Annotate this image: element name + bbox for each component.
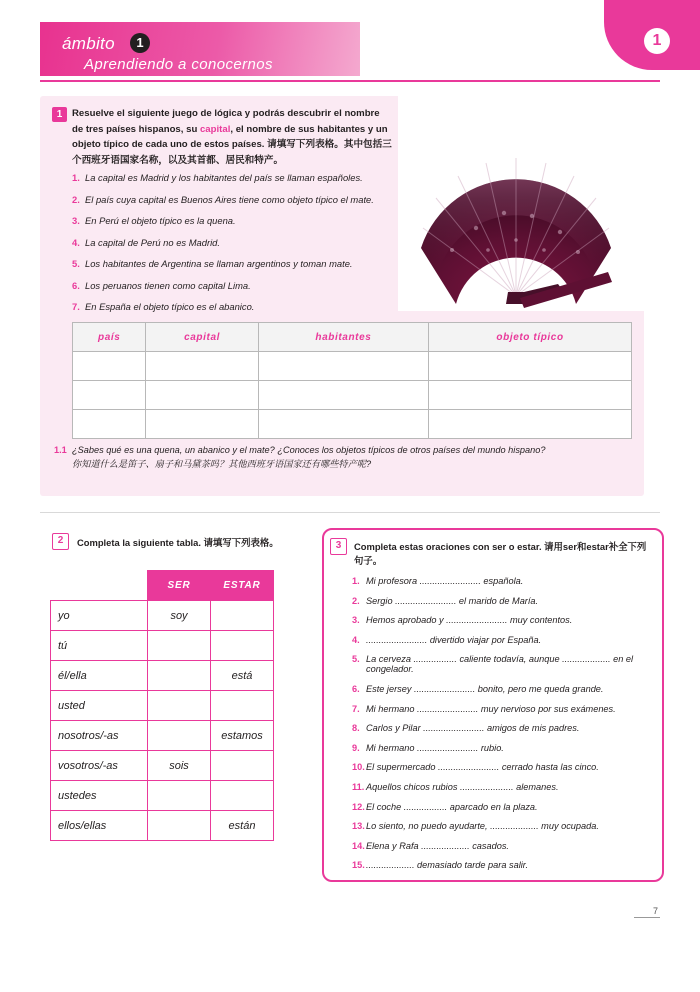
list-item[interactable] <box>352 860 652 870</box>
item-number: 6. <box>352 683 360 694</box>
item-text: Elena y Rafa ................... casados. <box>366 840 509 851</box>
clue-number: 3. <box>72 215 80 226</box>
pronoun-cell: tú <box>51 631 148 661</box>
column-header-estar: ESTAR <box>211 571 274 601</box>
table-row <box>51 721 274 751</box>
table-row <box>51 661 274 691</box>
header-divider <box>40 80 660 82</box>
estar-cell[interactable]: está <box>211 661 274 691</box>
exercise-1-1 <box>54 444 552 471</box>
estar-cell[interactable] <box>211 751 274 781</box>
table-header-row <box>51 571 274 601</box>
clue-number: 1. <box>72 172 80 183</box>
table-header-row <box>73 323 632 352</box>
exercise-1-1-number: 1.1 <box>54 445 67 455</box>
exercise-3-heading: Completa estas oraciones con ser o estar. 请用ser和estar补全下列句子。 <box>354 541 647 566</box>
item-text: Mi hermano ........................ muy nervioso por sus exámenes. <box>366 703 616 714</box>
list-item <box>72 173 412 183</box>
table-cell[interactable] <box>146 352 258 381</box>
table-cell[interactable] <box>73 381 146 410</box>
pronoun-cell: usted <box>51 691 148 721</box>
clue-text: En Perú el objeto típico es la quena. <box>85 215 236 226</box>
table-cell[interactable] <box>146 410 258 439</box>
ser-cell[interactable] <box>148 691 211 721</box>
ser-cell[interactable] <box>148 781 211 811</box>
list-item <box>72 238 412 248</box>
column-header-capital: capital <box>146 323 258 352</box>
table-cell[interactable] <box>73 410 146 439</box>
list-item[interactable] <box>352 723 652 733</box>
list-item <box>72 216 412 226</box>
list-item[interactable] <box>352 704 652 714</box>
list-item[interactable] <box>352 596 652 606</box>
item-number: 5. <box>352 654 360 665</box>
folio-divider <box>634 917 660 918</box>
exercise-1-clue-list <box>72 173 412 324</box>
exercise-3-number: 3 <box>330 538 347 555</box>
item-text: ................... demasiado tarde para salir. <box>366 860 529 871</box>
pronoun-cell: yo <box>51 601 148 631</box>
item-number: 10. <box>352 762 365 773</box>
fan-icon <box>398 108 638 308</box>
item-number: 12. <box>352 801 365 812</box>
clue-text: En España el objeto típico es el abanico. <box>85 301 255 312</box>
exercise-1-table <box>72 322 632 439</box>
ser-cell[interactable] <box>148 661 211 691</box>
estar-cell[interactable] <box>211 601 274 631</box>
item-text: Lo siento, no puedo ayudarte, ................... muy ocupada. <box>366 821 599 832</box>
item-number: 15. <box>352 860 365 871</box>
pronoun-cell: vosotros/-as <box>51 751 148 781</box>
item-text: El coche ................. aparcado en la plaza. <box>366 801 538 812</box>
estar-cell[interactable] <box>211 691 274 721</box>
exercise-1-statement <box>72 106 392 168</box>
ambito-label: ámbito <box>62 34 115 53</box>
pronoun-cell: nosotros/-as <box>51 721 148 751</box>
column-header-objeto: objeto típico <box>429 323 632 352</box>
table-cell[interactable] <box>429 352 632 381</box>
clue-text: Los habitantes de Argentina se llaman argentinos y toman mate. <box>85 258 353 269</box>
clue-text: La capital es Madrid y los habitantes del país se llaman españoles. <box>85 172 363 183</box>
ser-cell[interactable] <box>148 721 211 751</box>
exercise-3-items <box>352 576 652 880</box>
item-number: 8. <box>352 723 360 734</box>
ser-cell[interactable]: soy <box>148 601 211 631</box>
table-row <box>73 352 632 381</box>
list-item[interactable] <box>352 576 652 586</box>
exercise-1-statement-part1: Resuelve el siguiente juego de lógica y podrás descubrir el nombre de tres países hispanos, su <box>72 108 380 135</box>
column-header-ser: SER <box>148 571 211 601</box>
list-item[interactable] <box>352 654 652 674</box>
pronoun-cell: ellos/ellas <box>51 811 148 841</box>
table-row <box>51 631 274 661</box>
list-item[interactable] <box>352 635 652 645</box>
exercise-1-number: 1 <box>52 107 67 122</box>
list-item <box>72 195 412 205</box>
item-text: ........................ divertido viajar por España. <box>366 634 542 645</box>
ambito-subtitle: Aprendiendo a conocernos <box>84 56 273 73</box>
list-item[interactable] <box>352 743 652 753</box>
table-row <box>51 601 274 631</box>
exercise-2-number: 2 <box>52 533 69 550</box>
list-item[interactable] <box>352 821 652 831</box>
column-header-habitantes: habitantes <box>258 323 428 352</box>
item-number: 1. <box>352 576 360 586</box>
table-row <box>51 691 274 721</box>
table-row <box>51 811 274 841</box>
table-corner-cell <box>51 571 148 601</box>
item-number: 11. <box>352 781 365 792</box>
item-number: 3. <box>352 615 360 626</box>
clue-number: 5. <box>72 258 80 269</box>
column-header-pais: país <box>73 323 146 352</box>
list-item[interactable] <box>352 841 652 851</box>
item-number: 7. <box>352 703 360 714</box>
pronoun-cell: él/ella <box>51 661 148 691</box>
item-number: 13. <box>352 821 365 832</box>
item-text: Hemos aprobado y ........................ muy contentos. <box>366 615 573 626</box>
table-row <box>73 410 632 439</box>
table-cell[interactable] <box>429 410 632 439</box>
item-text: Carlos y Pilar ........................ amigos de mis padres. <box>366 723 580 734</box>
table-row <box>51 781 274 811</box>
ser-cell[interactable] <box>148 811 211 841</box>
pronoun-cell: ustedes <box>51 781 148 811</box>
clue-number: 6. <box>72 279 80 291</box>
clue-text: La capital de Perú no es Madrid. <box>85 236 220 248</box>
clue-number: 7. <box>72 301 80 312</box>
estar-cell[interactable] <box>211 631 274 661</box>
table-cell[interactable] <box>258 381 428 410</box>
list-item[interactable] <box>352 782 652 792</box>
table-row <box>51 751 274 781</box>
exercise-2-table <box>50 570 274 841</box>
list-item <box>72 302 412 312</box>
item-text: Este jersey ........................ bonito, pero me queda grande. <box>366 683 604 694</box>
ambito-number-badge: 1 <box>130 33 150 53</box>
item-number: 4. <box>352 634 360 645</box>
table-cell[interactable] <box>73 352 146 381</box>
item-text: Sergio ........................ el marido de María. <box>366 595 539 606</box>
item-text: Aquellos chicos rubios ..................... alemanes. <box>366 781 559 792</box>
table-cell[interactable] <box>429 381 632 410</box>
item-text: El supermercado ........................ cerrado hasta las cinco. <box>366 762 599 773</box>
table-cell[interactable] <box>258 352 428 381</box>
item-text: La cerveza ................. caliente todavía, aunque ................... en el congelador. <box>366 654 634 675</box>
ser-cell[interactable]: sois <box>148 751 211 781</box>
clue-text: El país cuya capital es Buenos Aires tiene como objeto típico el mate. <box>85 193 374 205</box>
corner-unit-number: 1 <box>644 28 670 54</box>
item-text: Mi hermano ........................ rubio. <box>366 742 504 753</box>
section-divider <box>40 512 660 513</box>
estar-cell[interactable] <box>211 781 274 811</box>
exercise-2-heading: Completa la siguiente tabla. 请填写下列表格。 <box>77 537 279 548</box>
clue-text: Los peruanos tienen como capital Lima. <box>85 279 251 291</box>
exercise-1-statement-keyword: capital <box>199 123 231 135</box>
table-row <box>73 381 632 410</box>
list-item <box>72 281 412 291</box>
table-cell[interactable] <box>258 410 428 439</box>
item-number: 2. <box>352 595 360 606</box>
list-item[interactable] <box>352 802 652 812</box>
table-cell[interactable] <box>146 381 258 410</box>
clue-number: 4. <box>72 236 80 248</box>
item-number: 9. <box>352 742 360 753</box>
ser-cell[interactable] <box>148 631 211 661</box>
item-number: 14. <box>352 840 365 851</box>
item-text: Mi profesora ........................ española. <box>366 576 524 586</box>
exercise-1-1-text: ¿Sabes qué es una quena, un abanico y el mate? ¿Conoces los objetos típicos de otros países del mundo hispano? 你知道什么是笛子、扇子和马黛茶吗？其他西班牙语国家还有哪些特产呢? <box>72 445 546 469</box>
list-item[interactable] <box>352 684 652 694</box>
page-number: 7 <box>652 906 658 916</box>
list-item <box>72 259 412 269</box>
estar-cell[interactable]: están <box>211 811 274 841</box>
estar-cell[interactable]: estamos <box>211 721 274 751</box>
list-item[interactable] <box>352 615 652 625</box>
list-item[interactable] <box>352 762 652 772</box>
exercise-1-statement-part2: , el nombre de sus habitantes y un objeto típico de cada uno de estos países. 请填写下列表格。其中包括三个西班牙语国家名称，以及其首都、居民和特产。 <box>72 123 392 166</box>
clue-number: 2. <box>72 193 80 205</box>
